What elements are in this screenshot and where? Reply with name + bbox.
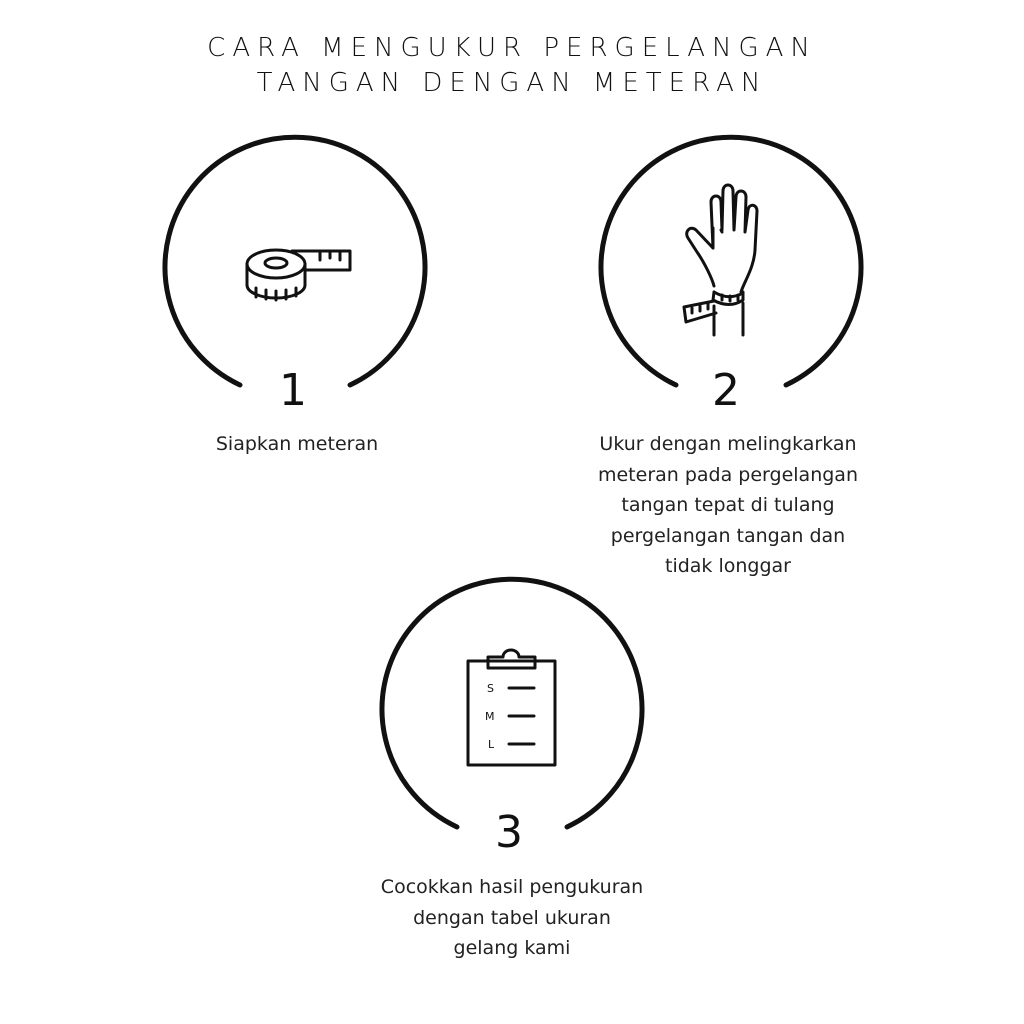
title-line-1: CARA MENGUKUR PERGELANGAN [207, 33, 817, 63]
measuring-tape-icon [247, 250, 350, 300]
step-1-line: Siapkan meteran [215, 433, 379, 455]
step-3-circle [382, 579, 642, 827]
step-2-line: tangan tepat di tulang [621, 494, 835, 516]
size-label-m: M [485, 710, 495, 723]
title-line-2: TANGAN DENGAN METERAN [256, 68, 768, 98]
size-chart-clipboard-icon [468, 650, 555, 765]
step-3-text [362, 872, 662, 964]
step-2-line: Ukur dengan melingkarkan [599, 433, 857, 455]
size-label-l: L [488, 738, 495, 751]
hand-wrist-measure-icon [684, 185, 757, 335]
step-1-number: 1 [279, 365, 307, 416]
step-1-circle [165, 137, 425, 385]
step-2-line: tidak longgar [665, 555, 791, 577]
step-1-text [147, 429, 447, 460]
step-2-text [578, 429, 878, 582]
step-2-circle [601, 137, 861, 385]
step-3-line: dengan tabel ukuran [413, 906, 611, 929]
step-2-line: meteran pada pergelangan [597, 463, 858, 486]
step-2-line: pergelangan tangan dan [610, 524, 846, 547]
size-label-s: S [487, 682, 494, 695]
step-2-number: 2 [712, 365, 740, 416]
step-3-line: gelang kami [453, 937, 571, 959]
step-3-number: 3 [495, 807, 523, 858]
step-3-line: Cocokkan hasil pengukuran [380, 876, 644, 898]
